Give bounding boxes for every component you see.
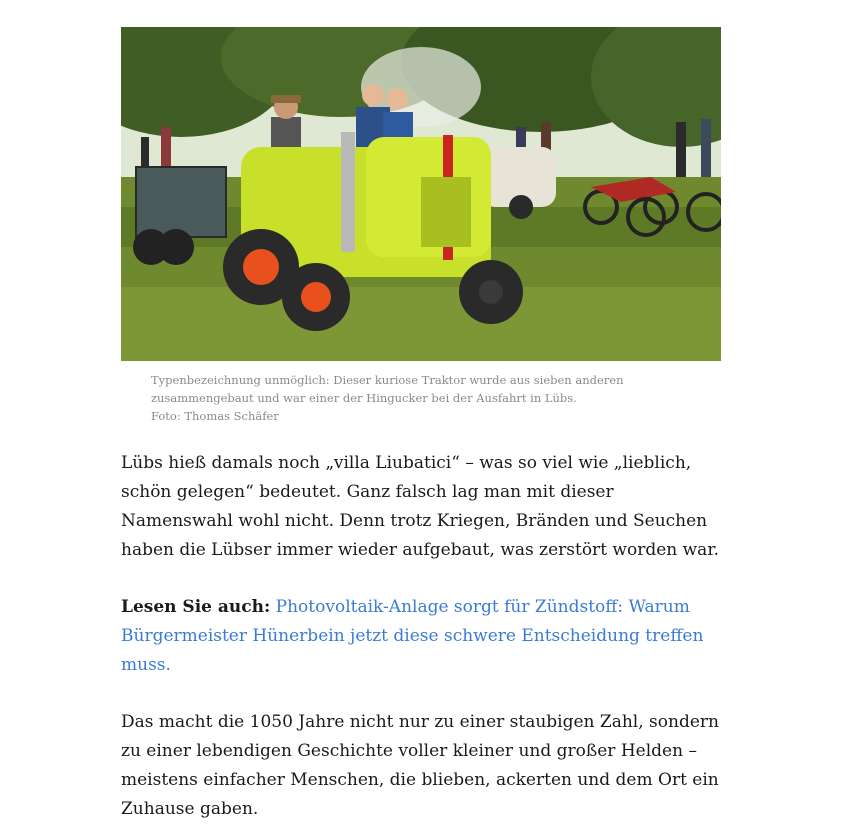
- article-paragraph-2: Das macht die 1050 Jahre nicht nur zu einer staubigen Zahl, sondern zu einer lebendigen Geschichte voller kleiner und großer Helden – meistens einfacher Menschen, die blieben, ackerten und dem Ort ein Zuhause gaben.: [121, 712, 719, 819]
- article-paragraph-1: Lübs hieß damals noch „villa Liubatici“ – was so viel wie „lieblich, schön gelegen“ bedeutet. Ganz falsch lag man mit dieser Namenswahl wohl nicht. Denn trotz Kriegen, Bränden und Seuchen haben die Lübser immer wieder aufgebaut, was zerstört worden war.: [121, 453, 719, 560]
- article-figure: [121, 27, 721, 425]
- read-more-teaser: [121, 593, 721, 680]
- read-more-label: Lesen Sie auch:: [121, 597, 271, 617]
- photo-caption: [151, 371, 651, 425]
- tractor-photo-illustration: [121, 27, 721, 361]
- tractor-photo[interactable]: [121, 27, 721, 361]
- caption-text: Typenbezeichnung unmöglich: Dieser kuriose Traktor wurde aus sieben anderen zusammengebaut und war einer der Hingucker bei der Ausfahrt in Lübs.: [151, 373, 624, 405]
- article-body: [121, 27, 721, 824]
- photo-credit: Foto: Thomas Schäfer: [151, 409, 279, 423]
- read-more-link[interactable]: Photovoltaik-Anlage sorgt für Zündstoff: Warum Bürgermeister Hünerbein jetzt diese schwere Entscheidung treffen muss.: [121, 597, 704, 675]
